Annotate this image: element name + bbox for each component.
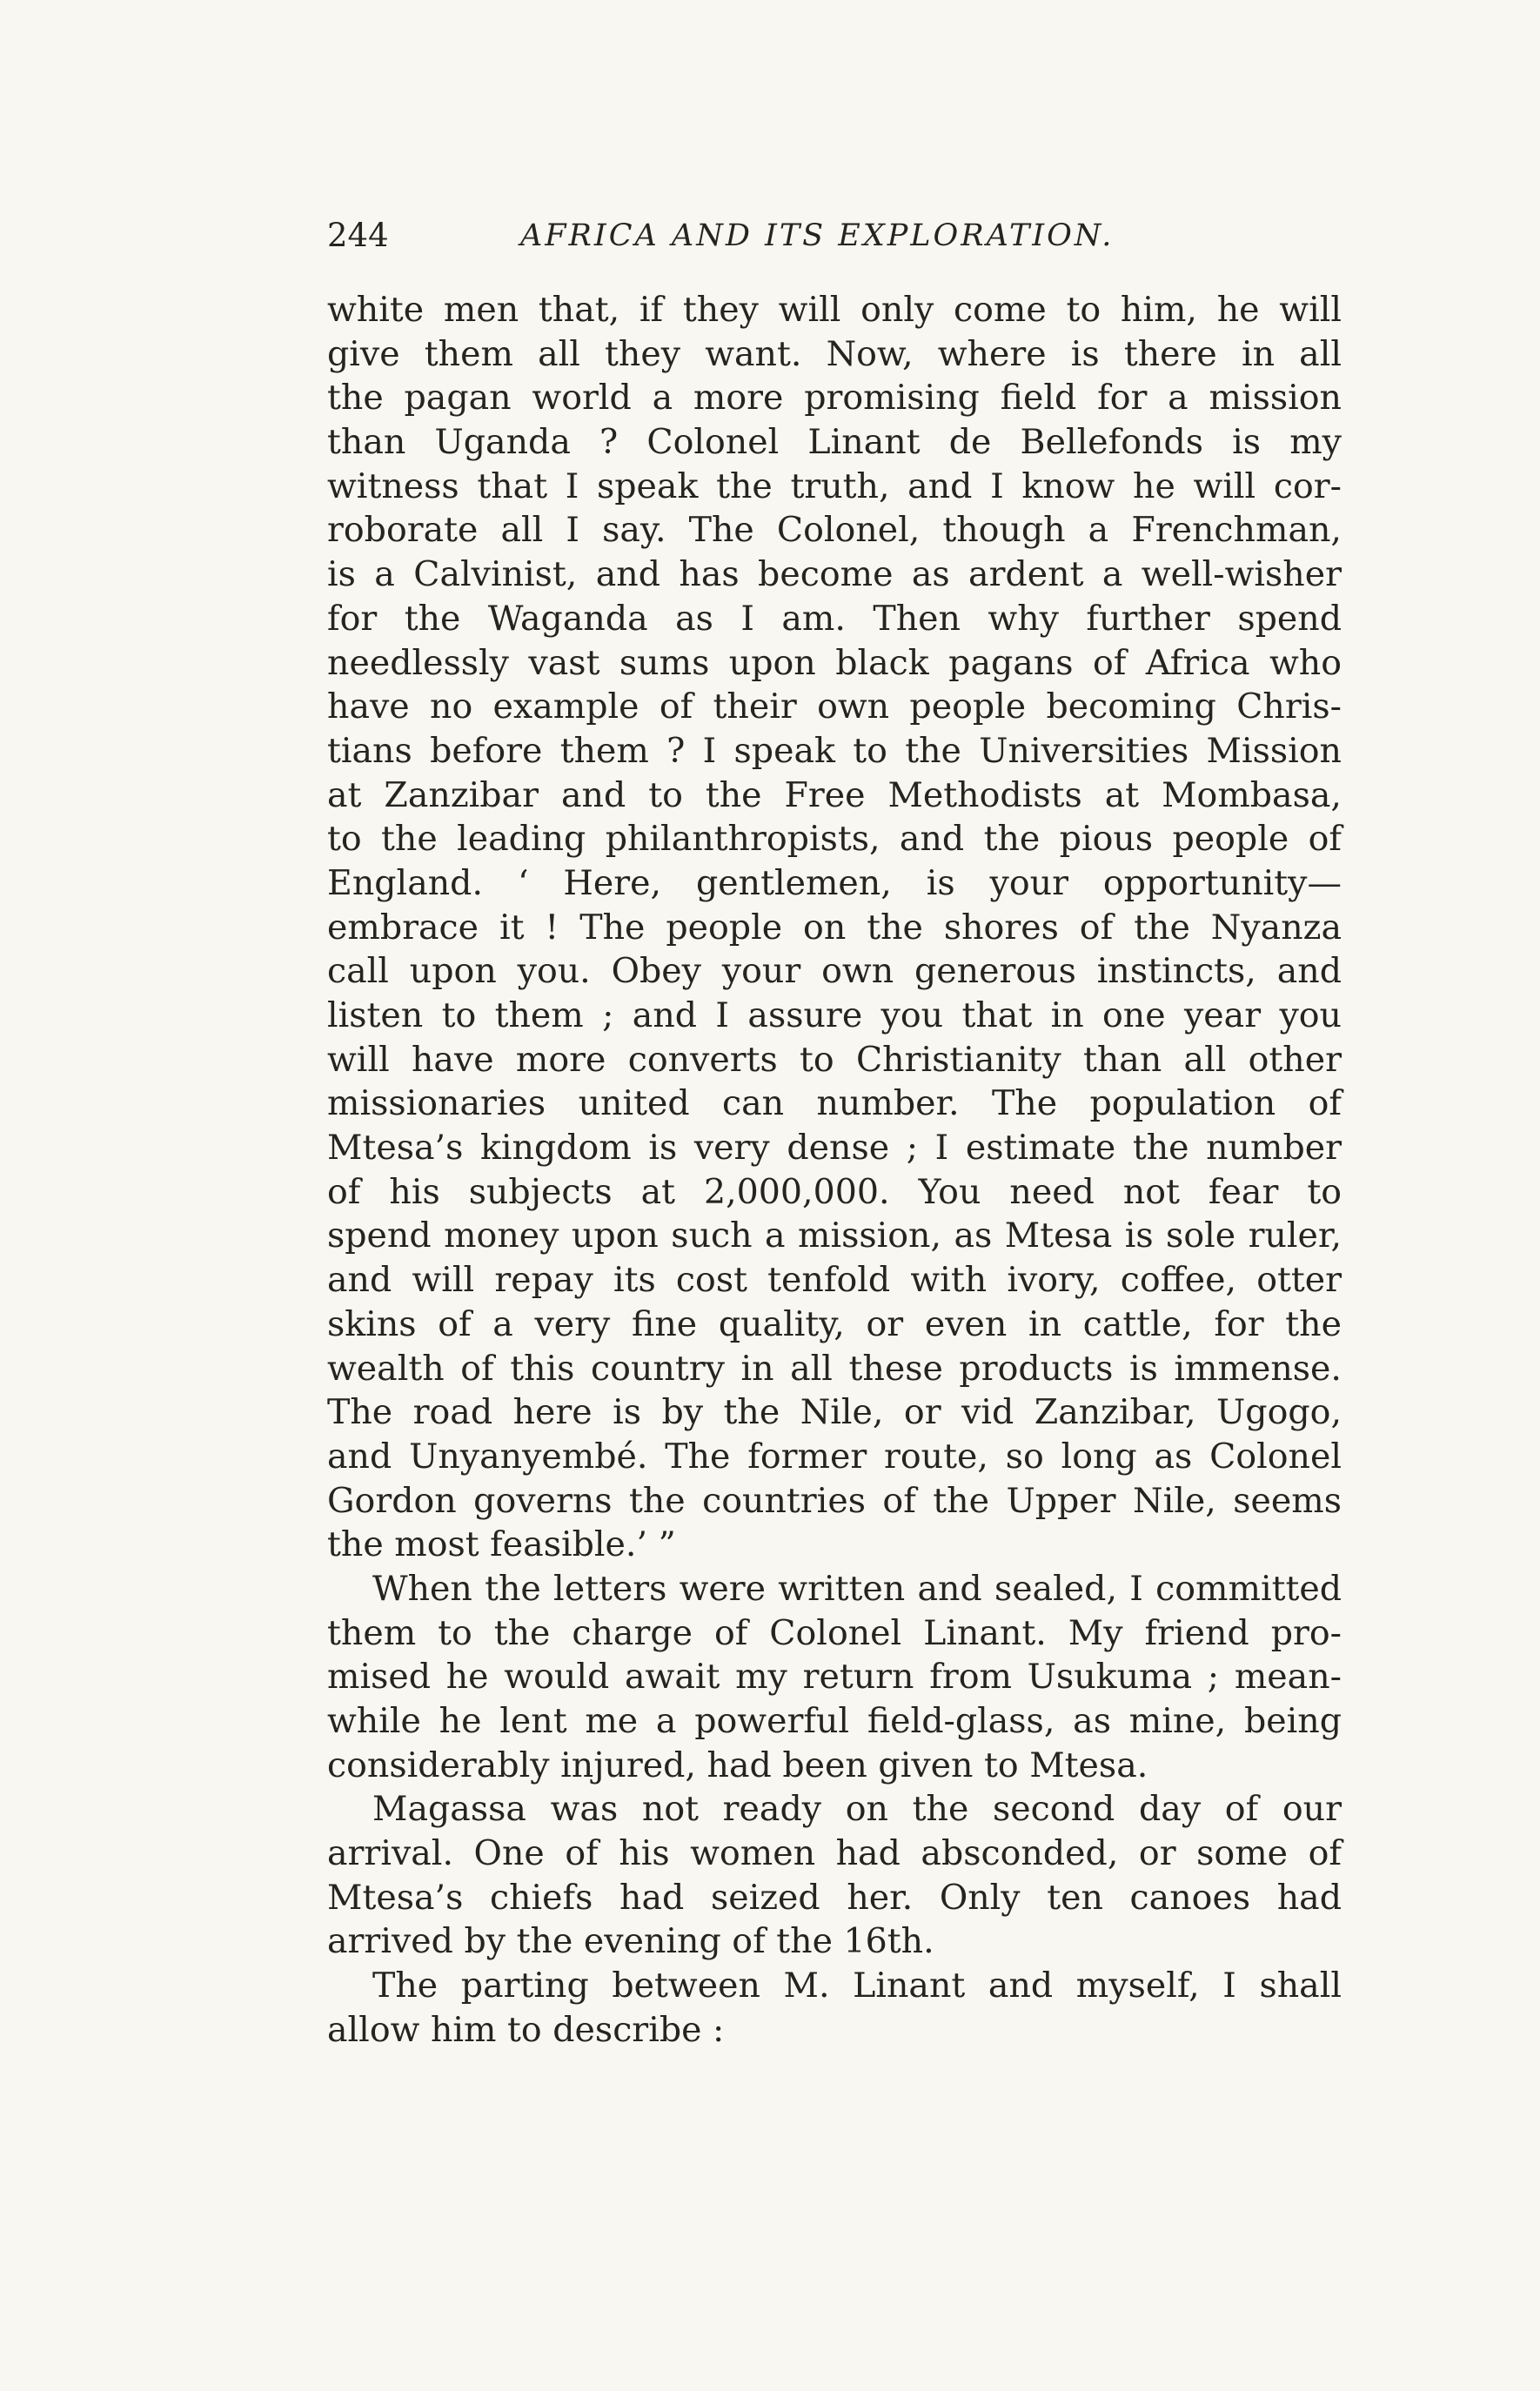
text-line: England. ‘ Here, gentlemen, is your opportunity— <box>327 862 1342 903</box>
text-line: witness that I speak the truth, and I know he will cor- <box>327 465 1342 506</box>
text-line: spend money upon such a mission, as Mtesa is sole ruler, <box>327 1216 1342 1256</box>
text-line: the pagan world a more promising field for a mission <box>327 378 1342 419</box>
text-line: than Uganda ? Colonel Linant de Bellefonds is my <box>327 422 1342 463</box>
text-line: listen to them ; and I assure you that in one year you <box>327 995 1342 1035</box>
paragraph-first-line: Magassa was not ready on the second day of our <box>372 1789 1342 1830</box>
text-line: them to the charge of Colonel Linant. My friend pro- <box>327 1612 1342 1653</box>
text-line: Gordon governs the countries of the Upper Nile, seems <box>327 1480 1342 1521</box>
text-line: Mtesa’s kingdom is very dense ; I estimate the number <box>327 1128 1342 1169</box>
paragraph-first-line: The parting between M. Linant and myself, I shall <box>372 1966 1342 2006</box>
text-line: will have more converts to Christianity than all other <box>327 1039 1342 1080</box>
text-line: give them all they want. Now, where is there in all <box>327 333 1342 374</box>
text-line: The road here is by the Nile, or vid Zanzibar, Ugogo, <box>327 1392 1342 1433</box>
text-line: while he lent me a powerful field-glass, as mine, being <box>327 1701 1342 1741</box>
text-line: wealth of this country in all these products is immense. <box>327 1348 1342 1389</box>
page-header <box>327 214 1342 258</box>
text-line: is a Calvinist, and has become as ardent a well-wisher <box>327 554 1342 595</box>
paragraph-first-line: When the letters were written and sealed, I committed <box>372 1568 1342 1609</box>
text-line: of his subjects at 2,000,000. You need not fear to <box>327 1171 1342 1212</box>
text-line: have no example of their own people becoming Chris- <box>327 686 1342 727</box>
text-line: considerably injured, had been given to Mtesa. <box>327 1745 1148 1785</box>
text-line: at Zanzibar and to the Free Methodists at Mombasa, <box>327 774 1342 815</box>
text-line: roborate all I say. The Colonel, though a Frenchman, <box>327 510 1342 551</box>
text-line: arrived by the evening of the 16th. <box>327 1921 934 1962</box>
text-line: allow him to describe : <box>327 2009 725 2050</box>
running-title: AFRICA AND ITS EXPLORATION. <box>520 218 1115 253</box>
text-line: white men that, if they will only come to him, he will <box>327 290 1342 330</box>
body-text <box>327 288 1342 2053</box>
text-line: and Unyanyembé. The former route, so long as Colonel <box>327 1436 1342 1477</box>
text-line: skins of a very fine quality, or even in cattle, for the <box>327 1303 1342 1344</box>
text-line: call upon you. Obey your own generous instincts, and <box>327 951 1342 992</box>
text-line: needlessly vast sums upon black pagans of Africa who <box>327 642 1342 683</box>
text-line: the most feasible.’ ” <box>327 1524 676 1565</box>
text-line: embrace it ! The people on the shores of the Nyanza <box>327 907 1342 948</box>
text-line: to the leading philanthropists, and the pious people of <box>327 819 1342 860</box>
page-number: 244 <box>327 217 389 254</box>
text-line: tians before them ? I speak to the Universities Mission <box>327 730 1342 771</box>
text-line: for the Waganda as I am. Then why further spend <box>327 598 1342 639</box>
text-line: Mtesa’s chiefs had seized her. Only ten canoes had <box>327 1877 1342 1918</box>
text-line: arrival. One of his women had absconded, or some of <box>327 1833 1342 1874</box>
text-line: and will repay its cost tenfold with ivory, coffee, otter <box>327 1260 1342 1301</box>
text-line: mised he would await my return from Usukuma ; mean- <box>327 1657 1342 1698</box>
text-line: missionaries united can number. The population of <box>327 1083 1342 1124</box>
